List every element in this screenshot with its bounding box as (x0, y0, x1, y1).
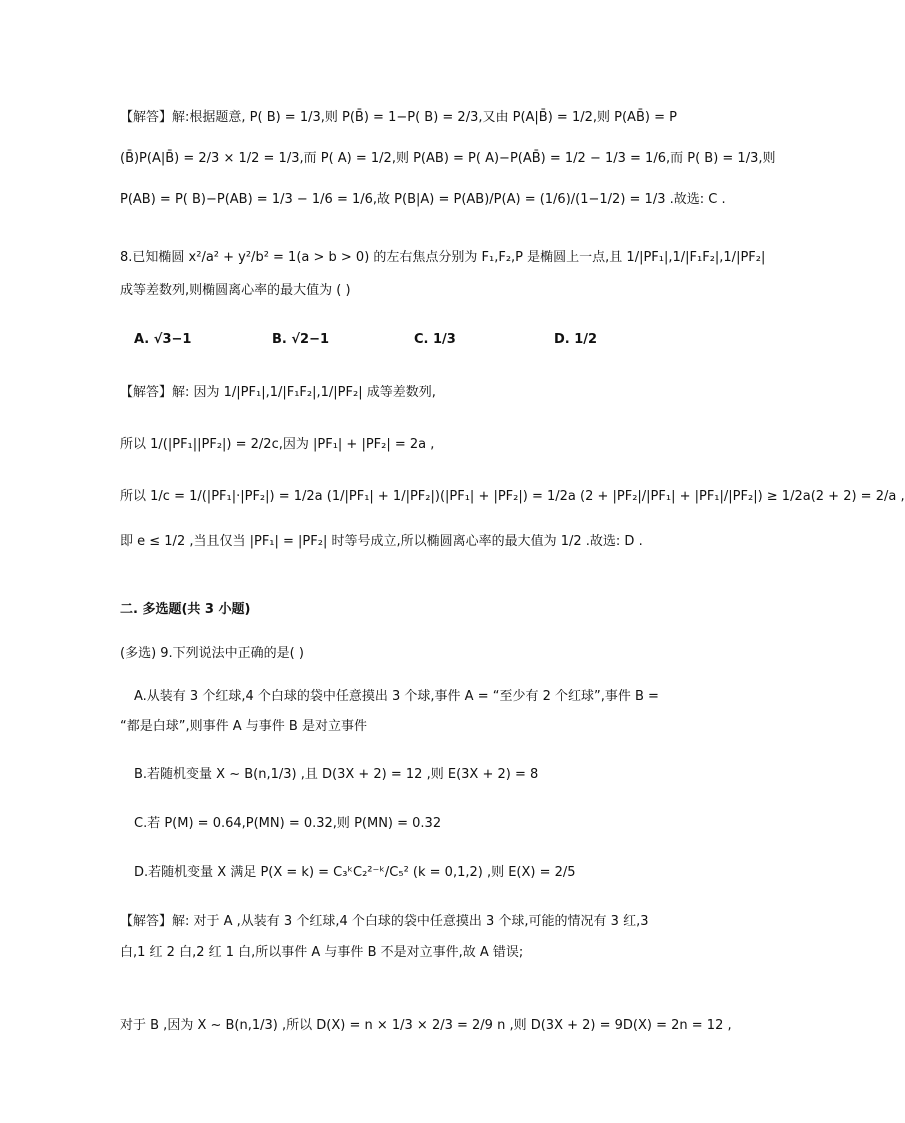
q9-option-a-line-1: A.从装有 3 个红球,4 个白球的袋中任意摸出 3 个球,事件 A = “至少有 2 个红球”,事件 B = (134, 689, 659, 704)
question-8-stem-line-1: 8.已知椭圆 x²/a² + y²/b² = 1(a > b > 0) 的左右焦点分别为 F₁,F₂,P 是椭圆上一点,且 1/|PF₁|,1/|F₁F₂|,1/|PF₂| (120, 250, 766, 265)
q9-option-b: B.若随机变量 X ~ B(n,1/3) ,且 D(3X + 2) = 12 ,则 E(3X + 2) = 8 (134, 767, 539, 782)
question-9-stem: (多选) 9.下列说法中正确的是( ) (120, 646, 304, 661)
solution-q9-line-1: 【解答】解: 对于 A ,从装有 3 个红球,4 个白球的袋中任意摸出 3 个球,可能的情况有 3 红,3 (120, 914, 649, 929)
solution-q7-line-2: (B̄)P(A|B̄) = 2/3 × 1/2 = 1/3,而 P( A) = 1/2,则 P(AB) = P( A)−P(AB̄) = 1/2 − 1/3 = 1/6,而 P( B) = 1/3,则 (120, 151, 776, 166)
q8-option-d: D. 1/2 (554, 332, 598, 347)
q9-option-d: D.若随机变量 X 满足 P(X = k) = C₃ᵏC₂²⁻ᵏ/C₅² (k = 0,1,2) ,则 E(X) = 2/5 (134, 865, 576, 880)
solution-q8-line-3: 所以 1/c = 1/(|PF₁|·|PF₂|) = 1/2a (1/|PF₁| + 1/|PF₂|)(|PF₁| + |PF₂|) = 1/2a (2 + |PF₂|/|PF₁| + |PF₁|/|PF₂|) ≥ 1/2a(2 + 2) = 2/a , (120, 489, 905, 504)
solution-q8-line-4: 即 e ≤ 1/2 ,当且仅当 |PF₁| = |PF₂| 时等号成立,所以椭圆离心率的最大值为 1/2 .故选: D . (120, 534, 643, 549)
section-heading-multi-choice: 二. 多选题(共 3 小题) (120, 602, 251, 617)
q8-option-b: B. √2−1 (272, 332, 330, 347)
solution-q9-line-3: 对于 B ,因为 X ~ B(n,1/3) ,所以 D(X) = n × 1/3 × 2/3 = 2/9 n ,则 D(3X + 2) = 9D(X) = 2n = 12 , (120, 1018, 732, 1033)
solution-q8-line-2: 所以 1/(|PF₁||PF₂|) = 2/2c,因为 |PF₁| + |PF₂| = 2a , (120, 437, 435, 452)
question-8-stem-line-2: 成等差数列,则椭圆离心率的最大值为 ( ) (120, 283, 351, 298)
q9-option-c: C.若 P(M) = 0.64,P(MN) = 0.32,则 P(MN) = 0.32 (134, 816, 442, 831)
solution-q7-line-3: P(AB) = P( B)−P(AB) = 1/3 − 1/6 = 1/6,故 P(B|A) = P(AB)/P(A) = (1/6)/(1−1/2) = 1/3 .故选: C . (120, 192, 726, 207)
solution-q7-line-1: 【解答】解:根据题意, P( B) = 1/3,则 P(B̄) = 1−P( B) = 2/3,又由 P(A|B̄) = 1/2,则 P(AB̄) = P (120, 110, 677, 125)
q8-option-c: C. 1/3 (414, 332, 456, 347)
q9-option-a-line-2: “都是白球”,则事件 A 与事件 B 是对立事件 (120, 719, 367, 734)
solution-q9-line-2: 白,1 红 2 白,2 红 1 白,所以事件 A 与事件 B 不是对立事件,故 A 错误; (120, 945, 524, 960)
q8-option-a: A. √3−1 (134, 332, 192, 347)
solution-q8-line-1: 【解答】解: 因为 1/|PF₁|,1/|F₁F₂|,1/|PF₂| 成等差数列, (120, 385, 436, 400)
